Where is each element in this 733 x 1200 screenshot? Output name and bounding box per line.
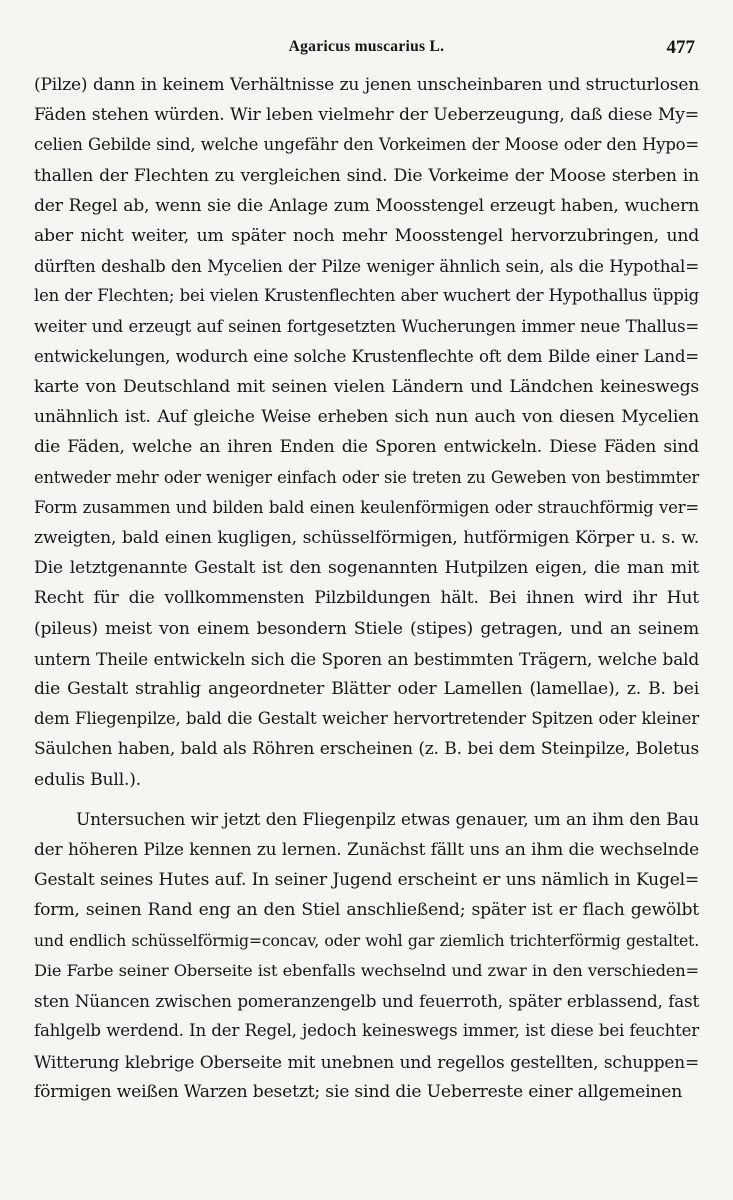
paragraph [34, 805, 699, 1107]
text-line: edulis Bull.). [34, 769, 142, 790]
text-line: celien Gebilde sind, welche ungefähr den Vorkeimen der Moose oder den Hypo= [34, 135, 699, 155]
paragraph-gap [34, 795, 699, 805]
text-line: der höheren Pilze kennen zu lernen. Zunächst fällt uns an ihm die wechselnde [34, 840, 699, 861]
text-line: untern Theile entwickeln sich die Sporen an bestimmten Trägern, welche bald [34, 648, 699, 669]
text-line: fahlgelb werdend. In der Regel, jedoch keineswegs immer, ist diese bei feuchter [34, 1021, 699, 1041]
text-line: und endlich schüsselförmig=concav, oder wohl gar ziemlich trichterförmig gestaltet. [34, 930, 699, 950]
text-line: die Fäden, welche an ihren Enden die Sporen entwickeln. Diese Fäden sind [34, 437, 699, 458]
text-line: der Regel ab, wenn sie die Anlage zum Moosstengel erzeugt haben, wuchern [34, 195, 699, 216]
text-line: (pileus) meist von einem besondern Stiele (stipes) getragen, und an seinem [34, 618, 699, 639]
text-line: dem Fliegenpilze, bald die Gestalt weicher hervortretender Spitzen oder kleiner [34, 709, 699, 729]
text-line: weiter und erzeugt auf seinen fortgesetzten Wucherungen immer neue Thallus= [34, 316, 699, 336]
text-line: Untersuchen wir jetzt den Fliegenpilz etwas genauer, um an ihm den Bau [76, 809, 699, 830]
body-text [34, 70, 699, 1107]
text-line: aber nicht weiter, um später noch mehr Moosstengel hervorzubringen, und [34, 226, 699, 247]
page-number: 477 [666, 37, 695, 58]
paragraph [34, 70, 699, 795]
text-line: Die letztgenannte Gestalt ist den sogenannten Hutpilzen eigen, die man mit [34, 558, 699, 579]
text-line: sten Nüancen zwischen pomeranzengelb und feuerroth, später erblassend, fast [34, 991, 699, 1012]
text-line: thallen der Flechten zu vergleichen sind. Die Vorkeime der Moose sterben in [34, 165, 699, 186]
text-line: Säulchen haben, bald als Röhren erscheinen (z. B. bei dem Steinpilze, Boletus [34, 739, 699, 760]
text-line: karte von Deutschland mit seinen vielen Ländern und Ländchen keineswegs [34, 377, 699, 398]
running-head [34, 34, 699, 70]
text-line: Recht für die vollkommensten Pilzbildungen hält. Bei ihnen wird ihr Hut [34, 588, 699, 609]
text-line: unähnlich ist. Auf gleiche Weise erheben sich nun auch von diesen Mycelien [34, 407, 699, 428]
text-line: Gestalt seines Hutes auf. In seiner Jugend erscheint er uns nämlich in Kugel= [34, 870, 699, 891]
text-line: form, seinen Rand eng an den Stiel anschließend; später ist er flach gewölbt [34, 900, 699, 921]
text-line: (Pilze) dann in keinem Verhältnisse zu jenen unscheinbaren und structurlosen [34, 75, 699, 95]
text-line: Witterung klebrige Oberseite mit unebnen und regellos gestellten, schuppen= [34, 1051, 699, 1072]
text-line: Form zusammen und bilden bald einen keulenförmigen oder strauchförmig ver= [34, 497, 699, 517]
text-line: Die Farbe seiner Oberseite ist ebenfalls wechselnd und zwar in den verschieden= [34, 960, 699, 980]
running-head-title: Agaricus muscarius L. [288, 38, 445, 55]
text-line: förmigen weißen Warzen besetzt; sie sind die Ueberreste einer allgemeinen [34, 1081, 683, 1102]
text-line: entwickelungen, wodurch eine solche Krustenflechte oft dem Bilde einer Land= [34, 346, 699, 366]
text-line: Fäden stehen würden. Wir leben vielmehr der Ueberzeugung, daß diese My= [34, 105, 699, 126]
text-line: entweder mehr oder weniger einfach oder sie treten zu Geweben von bestimmter [34, 467, 699, 487]
text-line: len der Flechten; bei vielen Krustenflechten aber wuchert der Hypothallus üppig [34, 286, 699, 306]
text-line: zweigten, bald einen kugligen, schüsselförmigen, hutförmigen Körper u. s. w. [34, 528, 699, 549]
text-line: die Gestalt strahlig angeordneter Blätter oder Lamellen (lamellae), z. B. bei [34, 679, 699, 700]
text-line: dürften deshalb den Mycelien der Pilze weniger ähnlich sein, als die Hypothal= [34, 256, 699, 277]
